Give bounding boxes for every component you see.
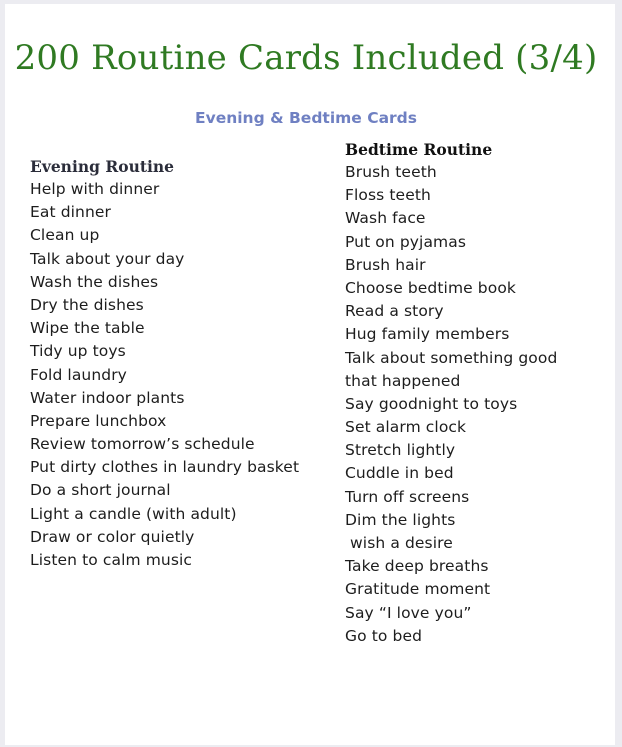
list-item: Talk about something good bbox=[345, 348, 558, 367]
list-item: Wash face bbox=[345, 209, 426, 228]
list-item: Water indoor plants bbox=[30, 388, 185, 407]
list-item: Prepare lunchbox bbox=[30, 411, 167, 430]
list-item: Light a candle (with adult) bbox=[30, 504, 237, 523]
bedtime-routine-column bbox=[345, 138, 557, 648]
list-item: Stretch lightly bbox=[345, 441, 456, 460]
list-item: Set alarm clock bbox=[345, 418, 467, 437]
list-item: Go to bed bbox=[345, 626, 423, 645]
list-item: Review tomorrow’s schedule bbox=[30, 435, 255, 454]
list-item: Say goodnight to toys bbox=[345, 394, 518, 413]
list-item: Dim the lights bbox=[345, 510, 456, 529]
list-item: Floss teeth bbox=[345, 186, 431, 205]
evening-routine-list bbox=[30, 178, 299, 572]
list-item: Help with dinner bbox=[30, 180, 160, 198]
list-item: Cuddle in bed bbox=[345, 464, 454, 483]
list-item: Take deep breaths bbox=[345, 557, 489, 576]
list-item: Hug family members bbox=[345, 325, 510, 344]
list-item: Put on pyjamas bbox=[345, 232, 467, 251]
list-item: Tidy up toys bbox=[30, 342, 126, 361]
list-item: Brush teeth bbox=[345, 163, 437, 181]
page-title: 200 Routine Cards Included (3/4) bbox=[14, 38, 598, 78]
list-item: Read a story bbox=[345, 302, 444, 321]
list-item: Talk about your day bbox=[30, 249, 185, 268]
list-item: Fold laundry bbox=[30, 365, 127, 384]
list-item: Choose bedtime book bbox=[345, 278, 516, 297]
list-item: Do a short journal bbox=[30, 481, 171, 500]
list-item: that happened bbox=[345, 371, 461, 390]
bedtime-routine-heading: Bedtime Routine bbox=[345, 140, 493, 159]
list-item: Dry the dishes bbox=[30, 295, 144, 314]
list-item: Clean up bbox=[30, 226, 100, 245]
list-item: Eat dinner bbox=[30, 203, 111, 222]
bedtime-routine-list bbox=[345, 161, 557, 648]
list-item: wish a desire bbox=[345, 534, 453, 552]
list-item: Turn off screens bbox=[345, 487, 470, 506]
evening-routine-column bbox=[30, 155, 299, 572]
evening-routine-heading: Evening Routine bbox=[30, 157, 175, 176]
list-item: Wipe the table bbox=[30, 319, 145, 338]
list-item: Listen to calm music bbox=[30, 551, 193, 569]
page-subtitle: Evening & Bedtime Cards bbox=[195, 109, 417, 127]
list-item: Wash the dishes bbox=[30, 272, 159, 291]
list-item: Draw or color quietly bbox=[30, 527, 195, 546]
list-item: Put dirty clothes in laundry basket bbox=[30, 458, 300, 477]
list-item: Say “I love you” bbox=[345, 603, 472, 622]
list-item: Gratitude moment bbox=[345, 580, 491, 599]
list-item: Brush hair bbox=[345, 255, 426, 274]
